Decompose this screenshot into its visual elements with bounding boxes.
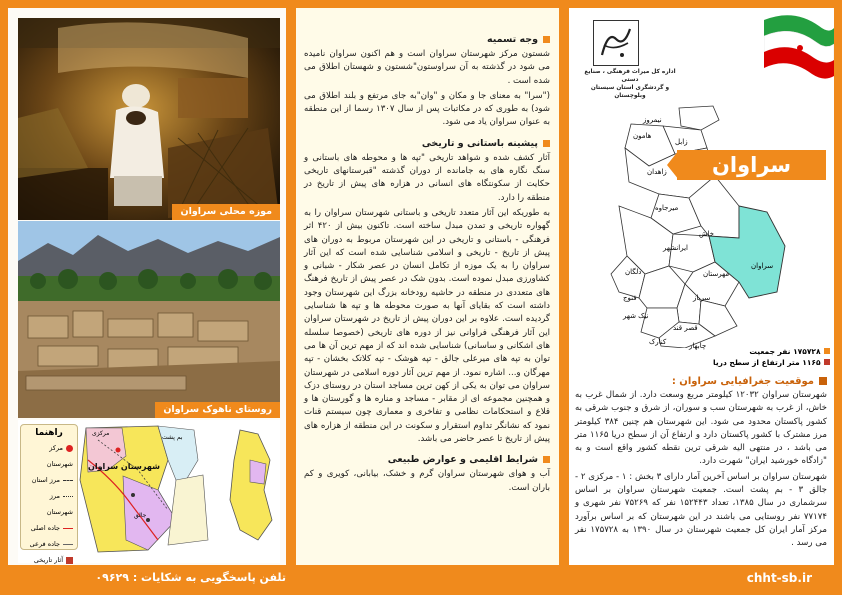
- flag-ribbon-icon: [764, 8, 834, 98]
- section-heading: وجه تسمیه: [304, 34, 550, 45]
- section-paragraph: شستون مرکز شهرستان سراوان است و هم اکنون سراوان نامیده می شود در گذشته به آن سراوستون"شستون و شهستان اطلاق می شده است .: [304, 49, 550, 86]
- museum-scene-icon: [18, 18, 280, 220]
- map-district-label: جالق: [134, 512, 147, 519]
- geo-paragraph: شهرستان سراوان بر اساس آخرین آمار دارای ۳ بخش : ۱ - مرکزی ۲ - جالق ۳ - بم پشت است. جمعیت شهرستان سراوان بر اساس سرشماری در سال ۱۳۸۵، تعداد ۱۵۲۴۴۳ نفر که ۷۵۲۶۹ نفر شهری و ۷۷۱۷۴ نفر روستایی می باشند در این شهرستان که بر اساس برآورد مرکز آمار ایران کل جمعیت شهرستان در سال ۱۳۹۰ به ۱۷۵۷۲۸ نفر می رسد .: [575, 471, 827, 549]
- section-paragraph: آب و هوای شهرستان سراوان گرم و خشک، بیابانی، کویری و کم باران است.: [304, 469, 550, 493]
- map-label: چابهار: [689, 342, 707, 350]
- section-paragraph: به طوریکه این آثار متعدد تاریخی و باستانی شهرستان سراوان را به گهواره تاریخی و تمدن مبدل ساخته است. تاکنون بیش از ۴۲۰ اثر فرهنگی - باستانی و تاریخی در این شهرستان مربوط به دوران های پیش از تاریخ - تاریخی و اسلامی شناسایی شده است که این آثار سراوان را به یک موزه از تکامل انسان در عصر شکار - شبانی و کشاورزی مبدل نموده است. بدون شک در عصر پیش از تاریخ فرهنگ های متعددی در منطقه در حاشیه رودخانه بزرگ این شهرستان وجود داشته است که بقایای آنها به صورت محوطه ها و تپه ها شناسایی گردیده است. علاوه بر این دوران پیش از تاریخ در شهرستان سراوان این آثار فرهنگی فراوانی نیز از دوره های تاریخی (خصوصا سلسله های اشکانی و ساسانی) شناسایی شده اند که از مهم ترین آن ها می توان به تپه های میرعلی جالق - تپه هوشک - تپه کلاتک بخشان - تپه مهرگان و... اشاره نمود. از مهم ترین آثار دوره اسلامی در شهرستان سراوان می توان به یکی از کهن ترین مساجد استان در روستای دزک و همچنین مجموعه ای از مقابر - مساجد و مناره ها و گورستان ها و قلاع و استحکامات نظامی و تفاخری و معماری چون سیستم قنات نمود که نشانگر تداوم استقرار و سکونت در این منطقه از هزاره های پیش از تاریخ تا عصر حاضر می باشد.: [304, 207, 550, 445]
- map-label: زاهدان: [647, 168, 667, 176]
- left-panel: [8, 8, 286, 565]
- map-label: زابل: [675, 138, 688, 146]
- map-district-label: مرکزی: [92, 430, 110, 437]
- banner-arrow-icon: [667, 150, 679, 180]
- stats-block: [713, 346, 830, 368]
- footer-website[interactable]: chht-sb.ir: [746, 571, 812, 585]
- map-district-label: بم پشت: [162, 434, 183, 441]
- legend-item: مرز شهرستان: [46, 492, 73, 516]
- photo-caption: موزه محلی سراوان: [172, 204, 280, 220]
- village-scene-icon: [18, 221, 280, 418]
- middle-panel: [296, 8, 559, 565]
- map-label: فنوج: [623, 294, 637, 302]
- legend-item: جاده اصلی: [23, 520, 73, 536]
- map-label: نیک شهر: [623, 312, 649, 320]
- legend-item: آثار تاریخی: [23, 552, 73, 568]
- calligraphy-logo-icon: [594, 21, 638, 65]
- map-label: ایرانشهر: [663, 244, 688, 252]
- map-label: نیمروز: [643, 116, 662, 124]
- square-bullet-icon: [543, 140, 550, 147]
- geo-section: [575, 376, 827, 551]
- stat-population: ۱۷۵۷۲۸ نفر جمعیت: [713, 346, 830, 357]
- geo-heading: موقعیت جغرافیایی سراوان :: [575, 376, 827, 387]
- logo-emblem: [593, 20, 639, 66]
- village-photo: [18, 221, 280, 418]
- museum-photo: [18, 18, 280, 220]
- banner-title: سراوان: [711, 153, 792, 177]
- legend-item: مرکز شهرستان: [46, 444, 73, 468]
- map-label: دلگان: [625, 268, 642, 276]
- legend-item: جاده فرعی: [23, 536, 73, 552]
- square-bullet-icon: [543, 456, 550, 463]
- map-label: مهرستان: [703, 270, 730, 278]
- map-label: سرباز: [693, 294, 711, 302]
- section-heading: پیشینه باستانی و تاریخی: [304, 138, 550, 149]
- legend-title: راهنما: [35, 428, 63, 438]
- map-label-saravan: سراوان: [751, 262, 774, 270]
- title-banner: [677, 150, 826, 180]
- middle-text: [304, 34, 550, 495]
- province-map: [589, 86, 799, 348]
- map-label: قصر قند: [673, 324, 698, 332]
- section-heading: شرایط اقلیمی و عوارض طبیعی: [304, 454, 550, 465]
- square-bullet-icon: [819, 377, 827, 385]
- geo-paragraph: شهرستان سراوان ۱۲۰۳۲ کیلومتر مربع وسعت دارد. از شمال غرب به خاش، از غرب به شهرستان سب و سوران، از شرق و جنوب شرقی به کشور پاکستان محدود می شود. این شهرستان هم چنین ۳۸۴ کیلومتر مرز مشترک با کشور پاکستان دارد و ارتفاع آن از سطح دریا ۱۱۶۵ متر می باشد ، در منتهی الیه شرقی ترین نقطه کشور واقع است و به "زادگاه خورشید ایران" شهرت دارد.: [575, 390, 827, 467]
- map-label: کنارک: [649, 338, 667, 346]
- logo-line: و گردشگری استان سیستان وبلوچستان: [590, 85, 670, 99]
- map-label: میرجاوه: [655, 204, 679, 212]
- photo-caption: روستای ناهوک سراوان: [155, 402, 280, 418]
- right-panel: [569, 8, 834, 565]
- map-legend: [20, 424, 78, 564]
- legend-item: مرز استان: [23, 472, 73, 488]
- square-bullet-icon: [543, 36, 550, 43]
- section-paragraph: آثار کشف شده و شواهد تاریخی "تپه ها و محوطه های باستانی و سنگ نگاره های به جامانده از دوران گذشته "قبرستانهای تاریخی حکایت از سکونتگاه های انسانی در هزاره های پیش از تاریخ در منطقه را دارد.: [304, 152, 550, 203]
- section-paragraph: ("سرا" به معنای جا و مکان و "وان"به جای مرتفع و بلند اطلاق می شود) به طوری که در مکاتبات پس از سال ۱۳۰۷ رسما از این منطقه به عنوان سراوان یاد می شود.: [304, 90, 550, 128]
- logo-line: اداره کل میراث فرهنگی ، صنایع دستی: [584, 69, 676, 83]
- stat-elevation: ۱۱۶۵ متر ارتفاع از سطح دریا: [713, 357, 830, 368]
- footer-complaints: تلفن پاسخگویی به شکایات : ۰۹۶۲۹: [95, 571, 286, 584]
- map-center-label: شهرستان سراوان: [88, 462, 161, 471]
- map-label: هامون: [633, 132, 652, 140]
- map-label: خاش: [699, 230, 715, 238]
- county-map-card: [18, 420, 280, 563]
